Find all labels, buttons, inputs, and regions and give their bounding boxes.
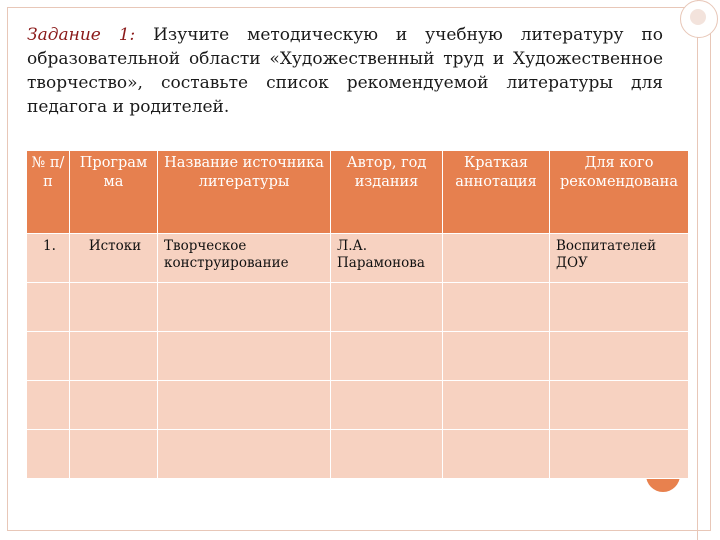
empty-cell[interactable] [331,283,443,332]
header-recommended: Для кого рекомендована [550,151,689,234]
empty-cell[interactable] [443,332,550,381]
empty-cell[interactable] [70,283,158,332]
empty-cell[interactable] [27,332,70,381]
table-row-empty [27,283,689,332]
header-annotation: Краткая аннотация [443,151,550,234]
corner-dot-decor [690,9,706,25]
empty-cell[interactable] [550,381,689,430]
cell-annotation[interactable] [443,234,550,283]
table-row-empty [27,332,689,381]
empty-cell[interactable] [550,283,689,332]
table-row-empty [27,381,689,430]
empty-cell[interactable] [70,332,158,381]
task-body: Изучите методическую и учебную литературу по образовательной области «Художественный труд и Художественное творчество», составьте список рекомендуемой литературы для педагога и родителей. [27,25,663,117]
empty-cell[interactable] [550,332,689,381]
empty-cell[interactable] [158,381,331,430]
cell-source[interactable]: Творческое конструирование [158,234,331,283]
header-program: Програм ма [70,151,158,234]
table-row-empty [27,430,689,479]
empty-cell[interactable] [443,283,550,332]
empty-cell[interactable] [331,332,443,381]
empty-cell[interactable] [27,381,70,430]
empty-cell[interactable] [443,430,550,479]
empty-cell[interactable] [27,430,70,479]
empty-cell[interactable] [70,381,158,430]
empty-cell[interactable] [550,430,689,479]
empty-cell[interactable] [70,430,158,479]
header-author: Автор, год издания [331,151,443,234]
empty-cell[interactable] [27,283,70,332]
empty-cell[interactable] [158,430,331,479]
literature-table [26,150,688,479]
empty-cell[interactable] [331,430,443,479]
cell-num[interactable]: 1. [27,234,70,283]
task-text [27,23,663,119]
empty-cell[interactable] [443,381,550,430]
empty-cell[interactable] [158,332,331,381]
table-row [27,234,689,283]
task-label: Задание 1: [27,25,136,45]
empty-cell[interactable] [158,283,331,332]
cell-recommended[interactable]: Воспитателей ДОУ [550,234,689,283]
table-header-row [27,151,689,234]
header-source: Название источника литературы [158,151,331,234]
side-decor-line [697,0,698,540]
header-num: № п/п [27,151,70,234]
cell-author[interactable]: Л.А. Парамонова [331,234,443,283]
cell-program[interactable]: Истоки [70,234,158,283]
empty-cell[interactable] [331,381,443,430]
